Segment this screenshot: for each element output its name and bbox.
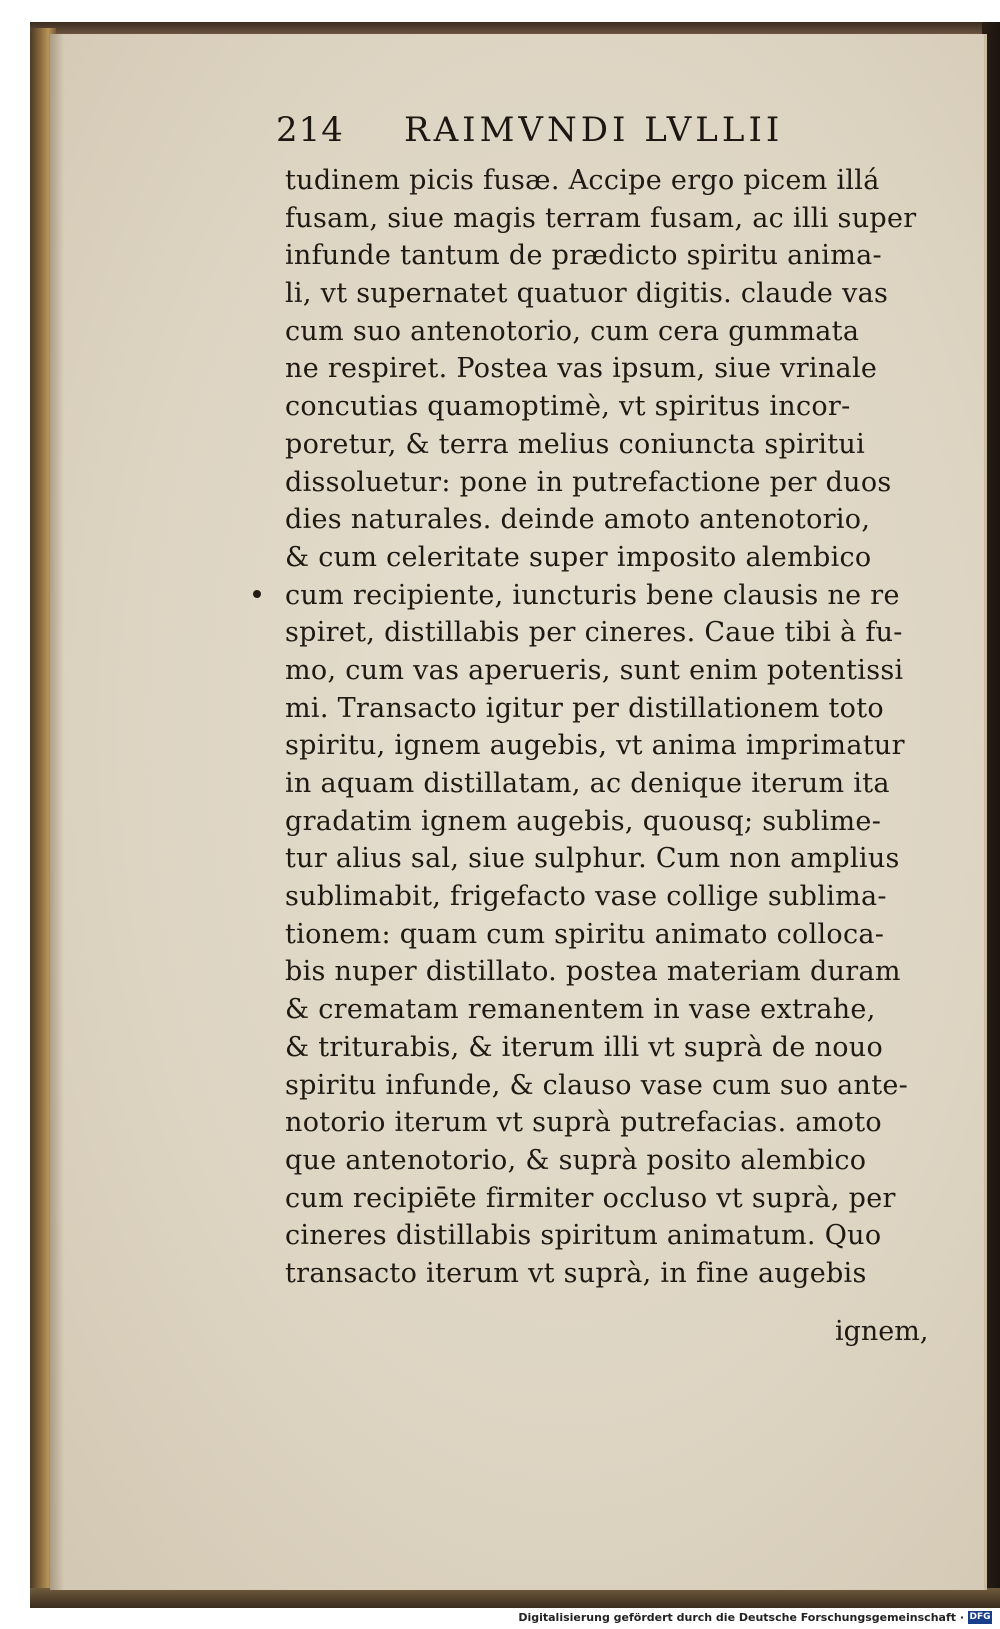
text-line: mi. Transacto igitur per distillationem toto bbox=[285, 692, 884, 724]
text-line: sublimabit, frigefacto vase collige sublima- bbox=[285, 881, 887, 913]
dfg-logo: DFG bbox=[969, 1612, 991, 1622]
text-line: dissoluetur: pone in putrefactione per duos bbox=[285, 466, 892, 498]
page-number: 214 bbox=[276, 110, 344, 150]
text-line: cum recipiente, iuncturis bene clausis ne re bbox=[285, 579, 900, 611]
text-line: que antenotorio, & suprà posito alembico bbox=[285, 1144, 867, 1176]
text-line: cum suo antenotorio, cum cera gummata bbox=[285, 315, 860, 347]
gutter-shadow bbox=[50, 34, 64, 1590]
text-line: in aquam distillatam, ac denique iterum ita bbox=[285, 768, 890, 799]
book-edge-top bbox=[30, 22, 1000, 34]
text-line: cineres distillabis spiritum animatum. Quo bbox=[285, 1220, 882, 1252]
margin-dot-mark bbox=[253, 590, 261, 598]
text-line: notorio iterum vt suprà putrefacias. amoto bbox=[285, 1107, 882, 1139]
text-line: poretur, & terra melius coniuncta spiritui bbox=[285, 428, 866, 460]
text-line: & crematam remanentem in vase extrahe, bbox=[285, 994, 876, 1026]
text-line: gradatim ignem augebis, quousq; sublime- bbox=[285, 805, 882, 837]
text-line: transacto iterum vt suprà, in fine augebis bbox=[285, 1257, 867, 1289]
text-line: bis nuper distillato. postea materiam duram bbox=[285, 956, 901, 988]
text-line: spiritu, ignem augebis, vt anima imprimatur bbox=[285, 730, 905, 762]
book-edge-bottom bbox=[30, 1588, 1000, 1608]
text-line: mo, cum vas aperueris, sunt enim potentissi bbox=[285, 654, 904, 686]
text-line: tur alius sal, siue sulphur. Cum non amplius bbox=[285, 843, 900, 875]
text-line: concutias quamoptimè, vt spiritus incor- bbox=[285, 391, 851, 423]
catchword: ignem, bbox=[835, 1316, 929, 1347]
text-line: spiret, distillabis per cineres. Caue tibi à fu- bbox=[285, 617, 903, 649]
text-line: & cum celeritate super imposito alembico bbox=[285, 541, 872, 573]
text-line: tionem: quam cum spiritu animato colloca- bbox=[285, 918, 885, 950]
text-line: cum recipiēte firmiter occluso vt suprà, per bbox=[285, 1182, 896, 1214]
text-line: fusam, siue magis terram fusam, ac illi super bbox=[285, 202, 917, 234]
text-line: & triturabis, & iterum illi vt suprà de nouo bbox=[285, 1031, 884, 1063]
footer-credit: Digitalisierung gefördert durch die Deutsche Forschungsgemeinschaft · bbox=[518, 1611, 964, 1624]
running-title: RAIMVNDI LVLLII bbox=[404, 110, 784, 150]
body-text bbox=[285, 162, 945, 1293]
text-line: tudinem picis fusæ. Accipe ergo picem illá bbox=[285, 165, 880, 196]
text-line: ne respiret. Postea vas ipsum, siue vrinale bbox=[285, 353, 878, 385]
text-line: li, vt supernatet quatuor digitis. claude vas bbox=[285, 278, 889, 310]
text-line: spiritu infunde, & clauso vase cum suo ante- bbox=[285, 1069, 909, 1101]
page-header bbox=[276, 108, 876, 156]
text-line: dies naturales. deinde amoto antenotorio, bbox=[285, 504, 871, 536]
text-line: infunde tantum de prædicto spiritu anima- bbox=[285, 240, 882, 272]
